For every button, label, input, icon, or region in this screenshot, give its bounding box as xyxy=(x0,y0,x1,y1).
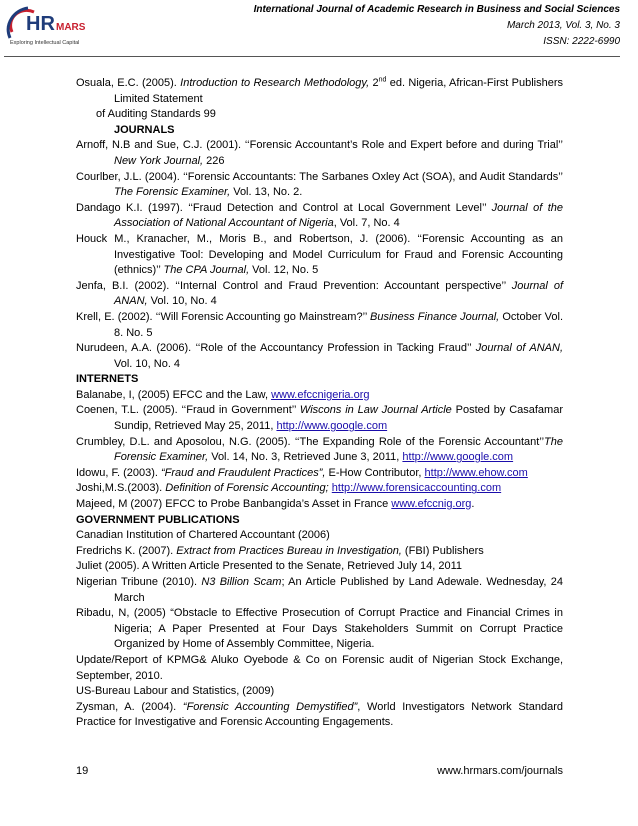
journal-title: International Journal of Academic Research in Business and Social Sciences xyxy=(253,4,620,15)
journal-issue: March 2013, Vol. 3, No. 3 xyxy=(506,20,620,31)
journal-header xyxy=(254,2,620,50)
reference-krell: Krell, E. (2002). ‘‘Will Forensic Accounting go Mainstream?’’ Business Finance Journal, October Vol. 8. No. 5 xyxy=(76,310,563,339)
reference-balanabe: Balanabe, I, (2005) EFCC and the Law, www.efccnigeria.org xyxy=(76,388,370,401)
header-rule xyxy=(4,56,620,57)
reference-nurudeen: Nurudeen, A.A. (2006). ‘‘Role of the Accountancy Profession in Tacking Fraud’’ Journal of ANAN, Vol. 10, No. 4 xyxy=(76,342,563,370)
heading-journals: JOURNALS xyxy=(114,123,175,136)
page-number: 19 xyxy=(76,765,89,777)
logo-sub-text: MARS xyxy=(56,22,86,33)
hrmars-logo xyxy=(4,2,96,50)
heading-internets: INTERNETS xyxy=(76,373,139,386)
link-ehow[interactable]: http://www.ehow.com xyxy=(424,466,528,479)
reference-tribune: Nigerian Tribune (2010). N3 Billion Scam; An Article Published by Land Adewale. Wednesday, 24 March xyxy=(76,576,563,604)
link-efccnig[interactable]: www.efccnig.org xyxy=(391,498,472,511)
references-list xyxy=(76,76,563,731)
link-forensicaccounting[interactable]: http://www.forensicaccounting.com xyxy=(331,482,502,495)
reference-arnoff: Arnoff, N.B and Sue, C.J. (2001). ‘‘Forensic Accountant’s Role and Expert before and during Trial’’ New York Journal, 226 xyxy=(76,139,563,167)
reference-coenen: Coenen, T.L. (2005). ‘‘Fraud in Government’’ Wiscons in Law Journal Article Posted by Casafamar Sundip, Retrieved May 25, 2011, http://www.google.com xyxy=(76,404,563,433)
link-google-crumbley[interactable]: http://www.google.com xyxy=(402,451,514,464)
reference-fredrichs: Fredrichs K. (2007). Extract from Practices Bureau in Investigation, (FBI) Publishers xyxy=(76,544,484,557)
reference-dandago: Dandago K.I. (1997). ‘‘Fraud Detection and Control at Local Government Level’’ Journal of the Association of National Accountant of Nigeria, Vol. 7, No. 4 xyxy=(76,201,563,230)
reference-crumbley: Crumbley, D.L. and Aposolou, N.G. (2005). ‘‘The Expanding Role of the Forensic Accountant’’The Forensic Examiner, Vol. 14, No. 3, Retrieved June 3, 2011, http://www.google.com xyxy=(76,435,563,464)
reference-osuala-cont: of Auditing Standards 99 xyxy=(96,108,216,121)
journal-issn: ISSN: 2222-6990 xyxy=(543,36,620,47)
reference-usbureau: US-Bureau Labour and Statistics, (2009) xyxy=(76,685,275,698)
reference-majeed: Majeed, M (2007) EFCC to Probe Banbangida’s Asset in France www.efccnig.org. xyxy=(76,498,475,511)
logo-main-text: HR xyxy=(26,13,55,35)
reference-joshi: Joshi,M.S.(2003). Definition of Forensic Accounting; http://www.forensicaccounting.com xyxy=(76,482,502,495)
reference-juliet: Juliet (2005). A Written Article Presented to the Senate, Retrieved July 14, 2011 xyxy=(76,560,463,573)
reference-canadian: Canadian Institution of Chartered Accountant (2006) xyxy=(76,529,330,542)
footer-site: www.hrmars.com/journals xyxy=(437,765,563,777)
logo-tagline: Exploring Intellectual Capital xyxy=(10,40,80,46)
reference-osuala: Osuala, E.C. (2005). Introduction to Research Methodology, 2nd ed. Nigeria, African-First Publishers Limited Statement xyxy=(76,76,563,105)
reference-idowu: Idowu, F. (2003). “Fraud and Fraudulent Practices”, E-How Contributor, http://www.ehow.com xyxy=(76,466,528,479)
reference-ribadu: Ribadu, N, (2005) “Obstacle to Effective Prosecution of Corrupt Practice and Financial Crimes in Nigeria; A Paper Presented at Four Days Stakeholders Summit on Corrupt Practice Organized by Home of Assembly Committee, Nigeria. xyxy=(76,607,563,651)
reference-houck: Houck M., Kranacher, M., Moris B., and Robertson, J. (2006). ‘‘Forensic Accounting as an Investigative Tool: Developing and Model Curriculum for Fraud and Forensic Accounting (ethnics)’’ The CPA Journal, Vol. 12, No. 5 xyxy=(76,232,563,277)
reference-zysman: Zysman, A. (2004). “Forensic Accounting Demystified”, World Investigators Network Standard Practice for Investigative and Forensic Accounting Engagements. xyxy=(76,700,563,729)
reference-jenfa: Jenfa, B.I. (2002). ‘‘Internal Control and Fraud Prevention: Accountant perspective’’ Journal of ANAN, Vol. 10, No. 4 xyxy=(76,279,564,308)
reference-courlber: Courlber, J.L. (2004). ‘‘Forensic Accountants: The Sarbanes Oxley Act (SOA), and Audit Standards’’ The Forensic Examiner, Vol. 13, No. 2. xyxy=(76,170,563,199)
reference-kpmg: Update/Report of KPMG& Aluko Oyebode & Co on Forensic audit of Nigerian Stock Exchange, September, 2010. xyxy=(76,653,563,682)
hrmars-logo-mark xyxy=(4,2,96,50)
link-efccnigeria[interactable]: www.efccnigeria.org xyxy=(271,388,370,401)
heading-government-publications: GOVERNMENT PUBLICATIONS xyxy=(76,513,240,526)
link-google-coenen[interactable]: http://www.google.com xyxy=(276,420,388,433)
